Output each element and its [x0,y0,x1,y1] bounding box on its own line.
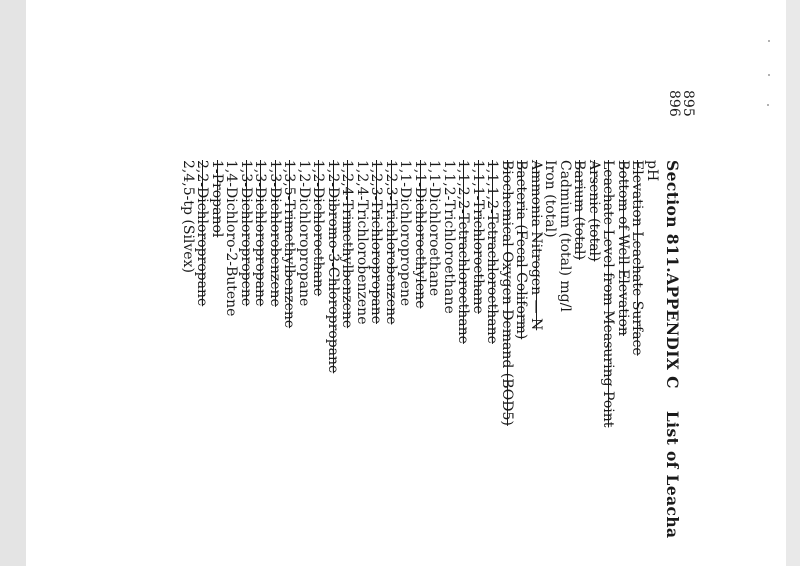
list-item: 1,2-Dibromo-3-Chloropropane [325,160,341,374]
list-item: 1,2,4-Trimethylbenzene [339,160,356,329]
list-item: Elevation Leachate Surface [629,160,646,356]
list-item: 1,2,3-Trichlorobenzene [383,160,399,325]
list-item: Bacteria (Fecal Coliform) [513,160,530,340]
left-scan-margin [0,0,26,566]
list-item: Barium (total) [571,160,588,260]
list-item: 1,2-Dichloroethane [310,160,327,297]
list-item: 1,3,5-Trimethylbenzene [281,160,298,329]
right-scan-margin [786,0,800,566]
list-item: 1,4-Dichloro-2-Butene [223,160,240,317]
page-number: 896 [666,90,682,117]
list-item: 1,1-Dichloroethane [426,160,443,297]
list-item: 1,1,2-Trichloroethane [441,160,457,314]
list-item: 1,1,1-Trichloroethane [470,160,486,314]
list-item: pH [644,160,660,182]
list-item: Bottom of Well Elevation [615,160,631,336]
list-item: 2,4,5-tp (Silvex) [180,160,196,273]
list-item: Cadmium (total) mg/l [557,160,573,312]
list-item: Leachate Level from Measuring Point [600,160,617,428]
appendix-title: List of Leacha [663,410,682,539]
rotated-document-content [95,90,695,566]
section-heading [663,160,682,539]
list-item: Ammonia Nitrogen — N [528,160,544,331]
list-item: 1,2-Dichloropropane [296,160,312,307]
page-numbers [667,90,695,117]
list-item: Iron (total) [542,160,559,238]
list-item: 1,3-Dichloropropane [252,160,269,307]
list-item: 1,1-Dichloroethylene [412,160,428,309]
list-item: 1,2,4-Trichlorobenzene [354,160,370,325]
page-number: 895 [680,90,696,117]
list-item: 2,2-Dichloropropane [194,160,211,307]
list-item: Arsenic (total) [586,160,602,262]
section-label: Section 811.APPENDIX C [663,160,682,389]
list-item: 1,1,1,2-Tetrachloroethane [484,160,501,344]
list-item: 1,1,2,2-Tetrachloroethane [455,160,472,344]
list-item: 1,3-Dichloropropene [238,160,254,307]
parameter-list [181,160,660,427]
list-item: Biochemical Oxygen Demand (BOD5) [499,160,515,426]
list-item: 1,3-Dichlorobenzene [267,160,283,307]
list-item: 1-Propanol [209,160,225,238]
list-item: 1,1-Dichloropropene [397,160,414,307]
list-item: 1,2,3-Trichloropropane [368,160,385,324]
